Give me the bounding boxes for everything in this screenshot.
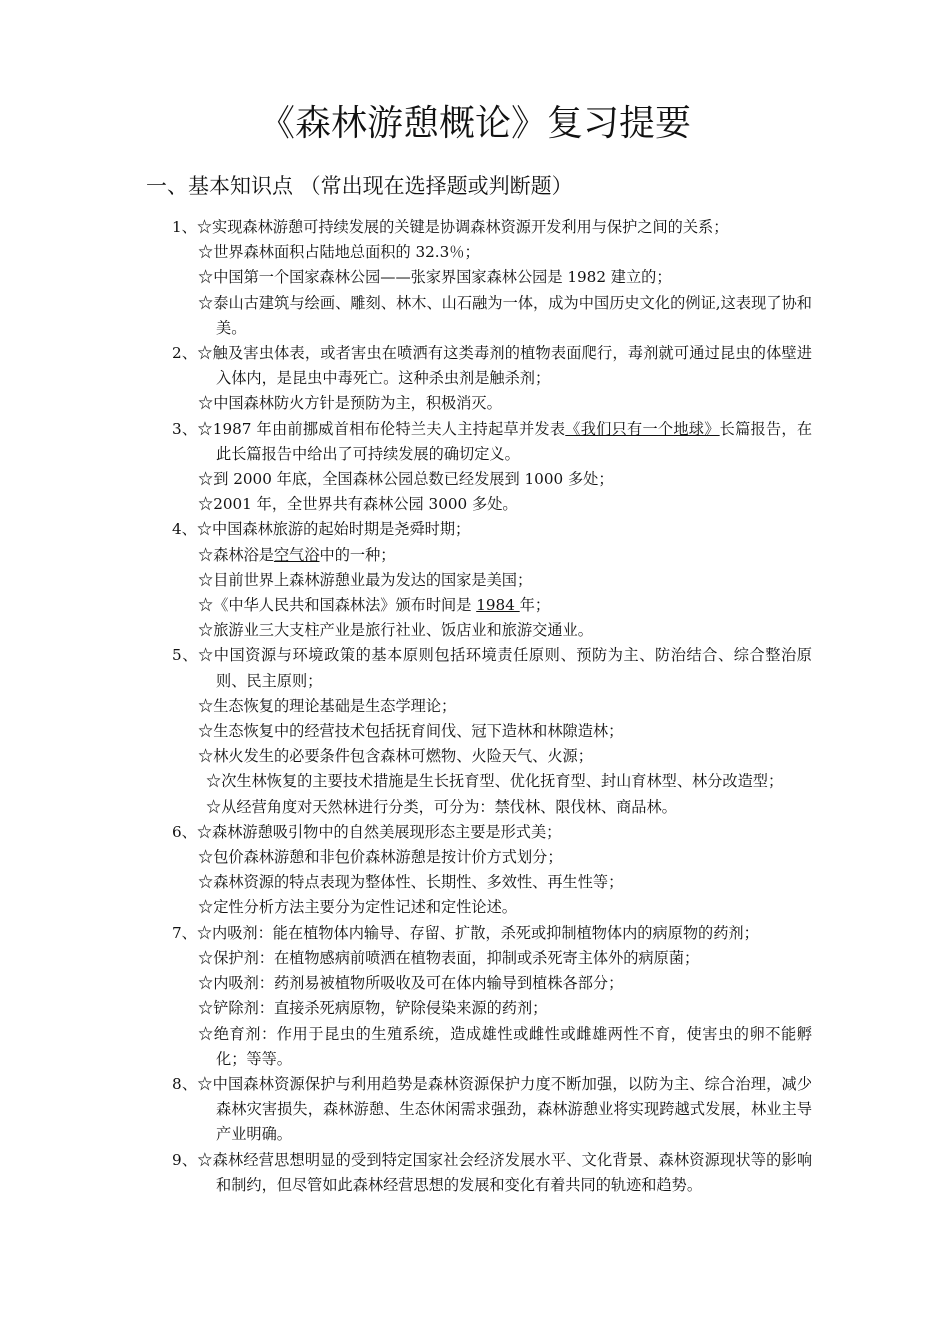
item-number: 6、	[172, 822, 197, 841]
item-text: 中的一种；	[319, 545, 396, 564]
item-text: ☆触及害虫体表，或者害虫在喷洒有这类毒剂的植物表面爬行，毒剂就可通过昆虫的体壁进入体内，是昆虫中毒死亡。这种杀虫剂是触杀剂；	[197, 344, 813, 388]
list-item-4	[172, 517, 812, 542]
item-text: ☆1987 年由前挪威首相布伦特兰夫人主持起草并发表	[197, 419, 566, 438]
item-number: 9、	[172, 1150, 198, 1169]
item-number: 7、	[172, 923, 197, 942]
list-item-2	[172, 341, 812, 391]
item-text: ☆内吸剂：能在植物体内输导、存留、扩散，杀死或抑制植物体内的病原物的药剂；	[196, 923, 759, 942]
sub-item: ☆包价森林游憩和非包价森林游憩是按计价方式划分；	[198, 848, 563, 867]
sub-item: ☆世界森林面积占陆地总面积的 32.3％；	[198, 243, 480, 262]
sub-item: ☆生态恢复中的经营技术包括抚育间伐、冠下造林和林隙造林；	[198, 722, 624, 741]
sub-item: ☆中国第一个国家森林公园——张家界国家森林公园是 1982 建立的；	[198, 268, 672, 287]
sub-item: ☆生态恢复的理论基础是生态学理论；	[198, 696, 457, 715]
list-item-5	[172, 643, 812, 693]
sub-item: ☆目前世界上森林游憩业最为发达的国家是美国；	[198, 570, 533, 589]
sub-item	[172, 593, 812, 618]
document-title: 《森林游憩概论》复习提要	[258, 103, 691, 144]
item-number: 1、	[172, 218, 197, 236]
sub-item: ☆内吸剂：药剂易被植物所吸收及可在体内输导到植株各部分；	[198, 974, 624, 993]
item-number: 3、	[172, 419, 198, 438]
sub-item	[172, 543, 812, 568]
item-text: ☆实现森林游憩可持续发展的关键是协调森林资源开发利用与保护之间的关系；	[196, 218, 729, 236]
sub-item: ☆林火发生的必要条件包含森林可燃物、火险天气、火源；	[198, 747, 593, 766]
list-item-7	[172, 921, 812, 946]
item-number: 5、	[172, 646, 198, 665]
sub-item: ☆中国森林防火方针是预防为主，积极消灭。	[198, 394, 502, 413]
list-item-9	[172, 1148, 812, 1198]
item-number: 8、	[172, 1074, 198, 1093]
sub-item: ☆旅游业三大支柱产业是旅行社业、饭店业和旅游交通业。	[198, 621, 593, 640]
underlined-text: 《我们只有一个地球》	[565, 419, 720, 438]
list-item-3	[172, 417, 812, 467]
item-text: ☆中国森林资源保护与利用趋势是森林资源保护力度不断加强，以防为主、综合治理，减少森林灾害损失，森林游憩、生态休闲需求强劲，森林游憩业将实现跨越式发展，林业主导产业明确。	[197, 1074, 813, 1144]
item-text: ☆中国森林旅游的起始时期是尧舜时期；	[196, 520, 471, 539]
item-text: ☆森林游憩吸引物中的自然美展现形态主要是形式美；	[196, 822, 562, 841]
document-body	[172, 215, 812, 1198]
item-text: ☆《中华人民共和国森林法》颁布时间是	[198, 596, 477, 615]
item-text: ☆中国资源与环境政策的基本原则包括环境责任原则、预防为主、防治结合、综合整治原则、民主原则；	[198, 646, 812, 690]
sub-item: ☆铲除剂：直接杀死病原物，铲除侵染来源的药剂；	[198, 999, 548, 1018]
item-text: ☆森林浴是	[198, 545, 274, 564]
item-text: 长篇报告，在此长篇报告中给出了可持续发展的确切定义。	[216, 419, 813, 463]
list-item-1	[172, 215, 812, 240]
item-text: ☆森林经营思想明显的受到特定国家社会经济发展水平、文化背景、森林资源现状等的影响和制约，但尽管如此森林经营思想的发展和变化有着共同的轨迹和趋势。	[197, 1150, 813, 1194]
item-number: 2、	[172, 344, 198, 363]
sub-item: ☆保护剂：在植物感病前喷洒在植物表面，抑制或杀死寄主体外的病原菌；	[198, 948, 700, 967]
sub-item: ☆泰山古建筑与绘画、雕刻、林木、山石融为一体，成为中国历史文化的例证,这表现了协和美。	[198, 293, 812, 337]
item-number: 4、	[172, 520, 197, 539]
sub-item: ☆2001 年，全世界共有森林公园 3000 多处。	[198, 495, 518, 514]
underlined-text: 空气浴	[273, 545, 320, 564]
list-item-6	[172, 820, 812, 845]
underlined-text: 1984	[476, 596, 520, 615]
sub-item: ☆到 2000 年底，全国森林公园总数已经发展到 1000 多处；	[198, 470, 614, 489]
sub-item: ☆定性分析方法主要分为定性记述和定性论述。	[198, 898, 517, 917]
sub-item: ☆森林资源的特点表现为整体性、长期性、多效性、再生性等；	[198, 873, 624, 892]
list-item-8	[172, 1072, 812, 1148]
sub-item: ☆次生林恢复的主要技术措施是生长抚育型、优化抚育型、封山育林型、林分改造型；	[206, 772, 784, 791]
sub-item: ☆从经营角度对天然林进行分类，可分为：禁伐林、限伐林、商品林。	[206, 797, 677, 816]
item-text: 年；	[519, 596, 551, 615]
section-heading: 一、基本知识点 （常出现在选择题或判断题）	[146, 174, 573, 198]
sub-item: ☆绝育剂：作用于昆虫的生殖系统，造成雄性或雌性或雌雄两性不育，使害虫的卵不能孵化；等等。	[198, 1024, 812, 1068]
